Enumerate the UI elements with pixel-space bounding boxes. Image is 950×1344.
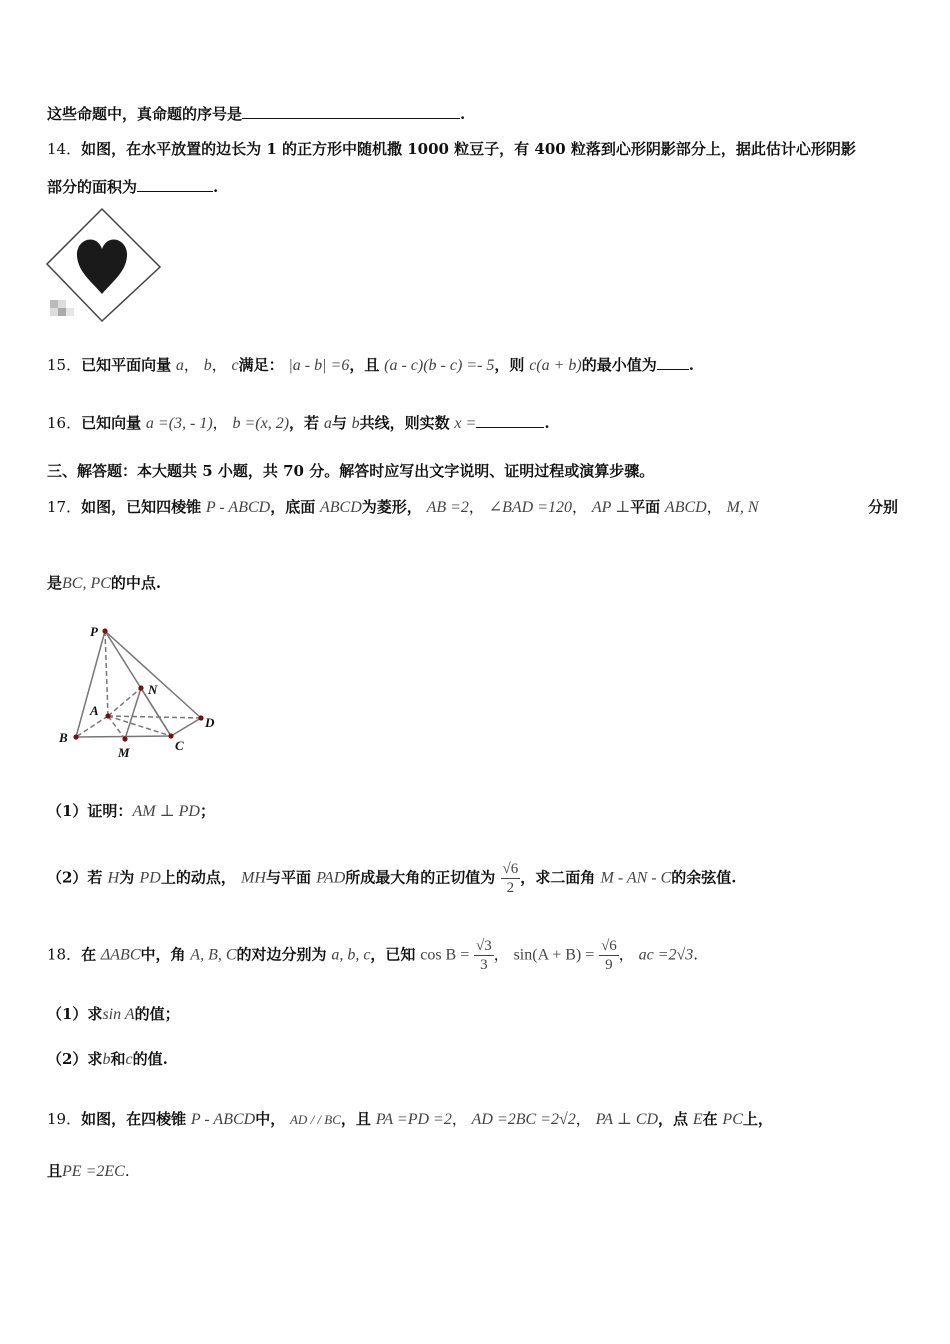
vec-b: b bbox=[203, 357, 212, 374]
q16-answer-blank[interactable] bbox=[476, 413, 544, 428]
q17-line2 bbox=[47, 572, 161, 593]
q18-ac: ac =2√3 bbox=[638, 946, 694, 964]
q17-frac-num: √6 bbox=[502, 861, 519, 877]
label-n: N bbox=[148, 682, 158, 697]
q15-answer-blank[interactable] bbox=[657, 355, 689, 370]
q18-sep2: ， bbox=[618, 945, 634, 964]
q17-fraction bbox=[501, 860, 521, 897]
pixel-artifact bbox=[50, 300, 58, 308]
q15-text1: 已知平面向量 bbox=[81, 356, 172, 374]
heart-in-square-figure bbox=[44, 206, 166, 326]
q19-eq1: PA =PD =2 bbox=[375, 1111, 452, 1128]
q15-sep2: ， bbox=[211, 356, 227, 374]
q19-sep1: ， bbox=[451, 1110, 467, 1128]
q15-text5: 的最小值为 bbox=[581, 356, 657, 374]
q17-mh: MH bbox=[241, 869, 266, 887]
q15-end: . bbox=[688, 356, 695, 374]
q14-line1 bbox=[47, 138, 856, 159]
q18-cos-label: cos B = bbox=[420, 946, 470, 964]
q17-plane: ABCD bbox=[664, 499, 707, 516]
point-b bbox=[73, 734, 78, 739]
q14-line2 bbox=[47, 176, 218, 197]
point-d bbox=[198, 715, 203, 720]
q19-text5: 在 bbox=[702, 1110, 718, 1128]
q17-frac-den: 2 bbox=[506, 880, 515, 896]
label-d: D bbox=[205, 715, 215, 730]
q15-text4: ，则 bbox=[494, 356, 525, 374]
q15-sep1: ， bbox=[183, 356, 199, 374]
q14-text-line1: 如图，在水平放置的边长为 1 的正方形中随机撒 1000 粒豆子，有 400 粒落到心形阴影部分上，据此估计心形阴影 bbox=[81, 140, 856, 158]
q18-part2-end: 的值. bbox=[132, 1050, 168, 1068]
q19-text6: 上， bbox=[742, 1110, 773, 1128]
q17-part2-a: 为 bbox=[119, 868, 135, 887]
q17-mn: M, N bbox=[726, 499, 759, 516]
q15-text3: ，且 bbox=[349, 356, 380, 374]
q18-text2: 中，角 bbox=[140, 945, 186, 964]
q18-c: c bbox=[125, 1051, 133, 1068]
q13-end: . bbox=[460, 105, 466, 123]
q17-part2-c: 与平面 bbox=[265, 868, 311, 887]
q19-parallel: AD / / BC bbox=[289, 1112, 341, 1127]
q17-part2-label: （2）若 bbox=[47, 868, 103, 887]
q17-ap: AP ⊥ bbox=[591, 499, 631, 516]
q15-line bbox=[47, 354, 694, 375]
edge-ad-hidden bbox=[108, 716, 201, 718]
q18-end: . bbox=[693, 945, 699, 964]
q17-part1-end: ； bbox=[199, 802, 215, 820]
q18-sina: sin A bbox=[102, 1006, 135, 1023]
edge-pd bbox=[105, 631, 201, 718]
pyramid-figure-q17 bbox=[56, 622, 226, 762]
q17-text8: 分别 bbox=[868, 498, 899, 516]
label-m: M bbox=[118, 745, 130, 760]
label-p: P bbox=[90, 624, 98, 639]
q18-cos-den: 3 bbox=[480, 957, 488, 973]
q17-text1: 如图，已知四棱锥 bbox=[81, 498, 202, 516]
q15-cond2: (a - c)(b - c) =- 5 bbox=[384, 357, 495, 374]
section-3-heading: 三、解答题：本大题共 5 小题，共 70 分。解答时应写出文字说明、证明过程或演算步骤。 bbox=[47, 462, 655, 480]
vec-c: c bbox=[231, 357, 239, 374]
q16-end: . bbox=[544, 414, 550, 432]
q19-text3: ，且 bbox=[340, 1110, 371, 1128]
q18-and: 和 bbox=[110, 1050, 126, 1068]
q17-part1 bbox=[47, 800, 215, 821]
q19-text2: 中， bbox=[255, 1110, 286, 1128]
label-a: A bbox=[90, 703, 99, 718]
q19-line2-end: . bbox=[124, 1162, 130, 1180]
q13-tail-text: 这些命题中，真命题的序号是 bbox=[47, 105, 243, 123]
label-c: C bbox=[175, 738, 184, 753]
q18-sides: a, b, c bbox=[331, 946, 371, 964]
q17-part2-d: 所成最大角的正切值为 bbox=[345, 868, 496, 887]
q17-pd: PD bbox=[139, 869, 161, 887]
q18-part2-label: （2）求 bbox=[47, 1050, 103, 1068]
q14-answer-blank[interactable] bbox=[137, 177, 213, 192]
q18-sin-fraction bbox=[599, 937, 619, 974]
q17-sep3: ， bbox=[706, 498, 722, 516]
q17-angle: ∠BAD =120 bbox=[488, 499, 573, 516]
q17-base: ABCD bbox=[319, 499, 362, 516]
point-m bbox=[122, 736, 127, 741]
q19-pyramid: P - ABCD bbox=[190, 1111, 256, 1128]
q16-number: 16． bbox=[47, 414, 82, 432]
q17-dihedral: M - AN - C bbox=[600, 869, 672, 887]
q17-text3: 为菱形， bbox=[361, 498, 422, 516]
q17-part2-e: ，求二面角 bbox=[520, 868, 596, 887]
q19-number: 19． bbox=[47, 1110, 82, 1128]
q14-text-line2: 部分的面积为 bbox=[47, 178, 138, 196]
q16-text4: 共线，则实数 bbox=[359, 414, 450, 432]
q17-pad: PAD bbox=[316, 869, 346, 887]
q17-sep2: ， bbox=[572, 498, 588, 516]
q19-perp: PA ⊥ CD bbox=[595, 1111, 659, 1128]
q18-part1-label: （1）求 bbox=[47, 1005, 103, 1023]
q18-part1-end: 的值； bbox=[134, 1005, 180, 1023]
q16-a: a bbox=[323, 415, 332, 432]
q18-sin-den: 9 bbox=[605, 957, 613, 973]
q17-part1-label: （1）证明： bbox=[47, 802, 133, 820]
q16-sep: ， bbox=[212, 414, 228, 432]
q16-b: b bbox=[351, 415, 360, 432]
edge-pa-hidden bbox=[105, 631, 108, 716]
q16-text1: 已知向量 bbox=[81, 414, 142, 432]
q19-line1 bbox=[47, 1108, 773, 1129]
q17-number: 17． bbox=[47, 498, 82, 516]
point-c bbox=[168, 733, 173, 738]
q19-e: E bbox=[692, 1111, 703, 1128]
q17-bcpc: BC, PC bbox=[62, 575, 111, 592]
q18-sin-label: sin(A + B) = bbox=[513, 946, 595, 964]
q17-ab: AB =2 bbox=[426, 499, 469, 516]
q17-h: H bbox=[107, 869, 120, 887]
q17-text6: 平面 bbox=[630, 498, 661, 516]
q19-eq2: AD =2BC =2√2 bbox=[471, 1111, 576, 1128]
q16-line bbox=[47, 412, 550, 433]
q17-pyramid: P - ABCD bbox=[205, 499, 271, 516]
q18-b: b bbox=[102, 1051, 111, 1068]
point-n bbox=[138, 685, 143, 690]
point-p bbox=[102, 628, 107, 633]
q19-sep2: ， bbox=[575, 1110, 591, 1128]
q19-pc: PC bbox=[722, 1111, 743, 1128]
q18-text4: ，已知 bbox=[370, 945, 416, 964]
q19-line2 bbox=[47, 1160, 130, 1181]
q15-cond1: |a - b| =6 bbox=[288, 357, 350, 374]
vec-a: a bbox=[175, 357, 184, 374]
q18-cos-fraction bbox=[474, 937, 494, 974]
q18-sep1: ， bbox=[493, 945, 509, 964]
q17-part2 bbox=[47, 860, 737, 897]
q18-line bbox=[47, 937, 698, 974]
q18-triangle: ΔABC bbox=[100, 946, 141, 964]
q19-text1: 如图，在四棱锥 bbox=[81, 1110, 187, 1128]
q18-part1 bbox=[47, 1003, 180, 1024]
q18-sin-num: √6 bbox=[601, 938, 617, 954]
q17-line2-a: 是 bbox=[47, 574, 63, 592]
q17-text2: ，底面 bbox=[270, 498, 316, 516]
q17-line2-b: 的中点. bbox=[110, 574, 162, 592]
q15-expr: c(a + b) bbox=[529, 357, 582, 374]
q15-number: 15． bbox=[47, 356, 82, 374]
q19-text4: ，点 bbox=[658, 1110, 689, 1128]
q17-line1 bbox=[47, 496, 759, 517]
q16-text3: 与 bbox=[331, 414, 347, 432]
edge-ac-hidden bbox=[108, 716, 171, 736]
q14-number: 14． bbox=[47, 140, 82, 158]
q17-part2-b: 上的动点， bbox=[160, 868, 236, 887]
q18-cos-num: √3 bbox=[476, 938, 492, 954]
q16-b-def: b =(x, 2) bbox=[232, 415, 290, 432]
label-b: B bbox=[59, 730, 68, 745]
q16-text2: ，若 bbox=[289, 414, 320, 432]
q19-pe: PE =2EC bbox=[62, 1163, 125, 1180]
q15-text2: 满足： bbox=[238, 356, 284, 374]
point-a bbox=[105, 713, 110, 718]
q17-part1-expr: AM ⊥ PD bbox=[132, 803, 200, 820]
q19-line2-a: 且 bbox=[47, 1162, 63, 1180]
q14-end: . bbox=[213, 178, 219, 196]
q13-answer-blank[interactable] bbox=[242, 104, 460, 119]
q18-angles: A, B, C bbox=[190, 946, 237, 964]
q18-text3: 的对边分别为 bbox=[236, 945, 327, 964]
edge-cd bbox=[171, 718, 201, 736]
q13-tail-line bbox=[47, 103, 465, 124]
q17-part2-f: 的余弦值. bbox=[671, 868, 737, 887]
q17-sep1: ， bbox=[468, 498, 484, 516]
q16-a-def: a =(3, - 1) bbox=[145, 415, 213, 432]
q16-x: x = bbox=[454, 415, 477, 432]
q18-text1: 在 bbox=[81, 945, 97, 964]
q18-part2 bbox=[47, 1048, 168, 1069]
q18-number: 18． bbox=[47, 945, 82, 964]
